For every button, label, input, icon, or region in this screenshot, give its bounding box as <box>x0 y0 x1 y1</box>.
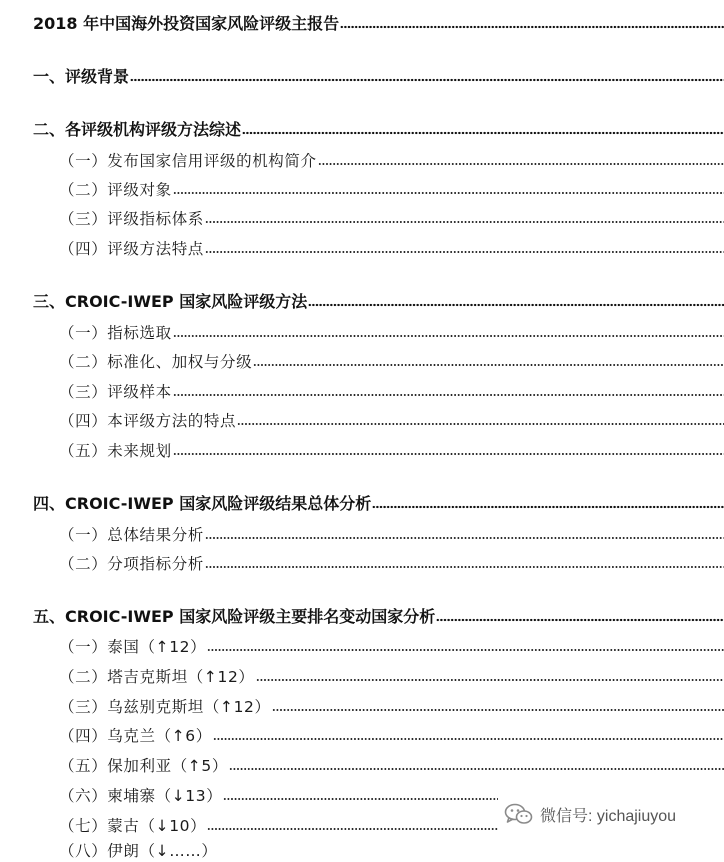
toc-entry-text: 2018 年中国海外投资国家风险评级主报告 <box>33 14 340 33</box>
toc-entry <box>0 318 724 344</box>
toc-entry <box>0 751 724 777</box>
dot-leader <box>205 535 724 541</box>
dot-leader <box>173 333 724 339</box>
dot-leader <box>242 130 724 136</box>
dot-leader <box>318 161 724 167</box>
toc-entry-text: （六）柬埔寨（↓13） <box>59 787 223 805</box>
toc-entry <box>0 234 724 260</box>
toc-entry-text: （一）总体结果分析 <box>59 526 204 544</box>
toc-entry-text: （四）评级方法特点 <box>59 240 204 258</box>
toc-entry <box>0 377 724 403</box>
toc-entry <box>0 204 724 230</box>
wechat-icon <box>504 802 534 826</box>
toc-entry-text: （二）塔吉克斯坦（↑12） <box>59 668 255 686</box>
toc-entry-text: （一）指标选取 <box>59 324 172 342</box>
toc-entry <box>0 549 724 575</box>
dot-leader <box>308 302 724 308</box>
dot-leader <box>272 707 724 713</box>
toc-entry <box>0 602 724 628</box>
dot-leader <box>372 504 724 510</box>
toc-entry <box>0 692 724 718</box>
dot-leader <box>205 219 724 225</box>
dot-leader <box>213 736 724 742</box>
toc-entry-text: （二）分项指标分析 <box>59 555 204 573</box>
toc-entry-text: 三、CROIC-IWEP 国家风险评级方法 <box>33 292 308 311</box>
toc-entry-text: （五）未来规划 <box>59 442 172 460</box>
toc-entry <box>0 62 724 88</box>
toc-entry-text: （五）保加利亚（↑5） <box>59 757 228 775</box>
toc-entry-text: （一）泰国（↑12） <box>59 638 207 656</box>
toc-entry-text: （三）评级样本 <box>59 383 172 401</box>
toc-entry-text: 一、评级背景 <box>33 67 130 86</box>
toc-entry-text: （四）乌克兰（↑6） <box>59 727 212 745</box>
toc-entry <box>0 9 724 35</box>
toc-entry-text: （七）蒙古（↓10） <box>59 817 207 835</box>
toc-entry-text: （八）伊朗（↓……） <box>59 842 218 860</box>
toc-entry <box>0 781 498 807</box>
toc-entry <box>0 520 724 546</box>
dot-leader <box>207 826 498 832</box>
dot-leader <box>229 766 724 772</box>
watermark-text: 微信号: yichajiuyou <box>540 807 677 825</box>
dot-leader <box>436 617 724 623</box>
toc-entry <box>0 146 724 172</box>
toc-entry-text: （一）发布国家信用评级的机构简介 <box>59 152 317 170</box>
toc-entry <box>0 836 724 862</box>
toc-entry <box>0 436 724 462</box>
toc-entry-text: （二）评级对象 <box>59 181 172 199</box>
toc-entry-text: 二、各评级机构评级方法综述 <box>33 120 242 139</box>
toc-entry <box>0 115 724 141</box>
toc-entry <box>0 811 498 837</box>
toc-entry-text: （四）本评级方法的特点 <box>59 412 237 430</box>
toc-entry <box>0 347 724 373</box>
dot-leader <box>207 647 724 653</box>
dot-leader <box>173 190 724 196</box>
toc-entry <box>0 489 724 515</box>
toc-entry <box>0 632 724 658</box>
toc-entry-text: 四、CROIC-IWEP 国家风险评级结果总体分析 <box>33 494 372 513</box>
wechat-watermark <box>504 800 676 828</box>
dot-leader <box>205 249 724 255</box>
dot-leader <box>130 77 724 83</box>
dot-leader <box>205 564 724 570</box>
dot-leader <box>173 392 724 398</box>
dot-leader <box>223 796 498 802</box>
toc-entry-text: 五、CROIC-IWEP 国家风险评级主要排名变动国家分析 <box>33 607 436 626</box>
dot-leader <box>237 421 724 427</box>
dot-leader <box>253 362 724 368</box>
toc-entry <box>0 662 724 688</box>
dot-leader <box>173 451 724 457</box>
toc-entry <box>0 175 724 201</box>
toc-entry <box>0 406 724 432</box>
toc-entry-text: （三）评级指标体系 <box>59 210 204 228</box>
toc-entry-text: （三）乌兹别克斯坦（↑12） <box>59 698 271 716</box>
toc-entry <box>0 287 724 313</box>
toc-entry <box>0 721 724 747</box>
toc-entry-text: （二）标准化、加权与分级 <box>59 353 253 371</box>
dot-leader <box>340 24 724 30</box>
dot-leader <box>256 677 724 683</box>
